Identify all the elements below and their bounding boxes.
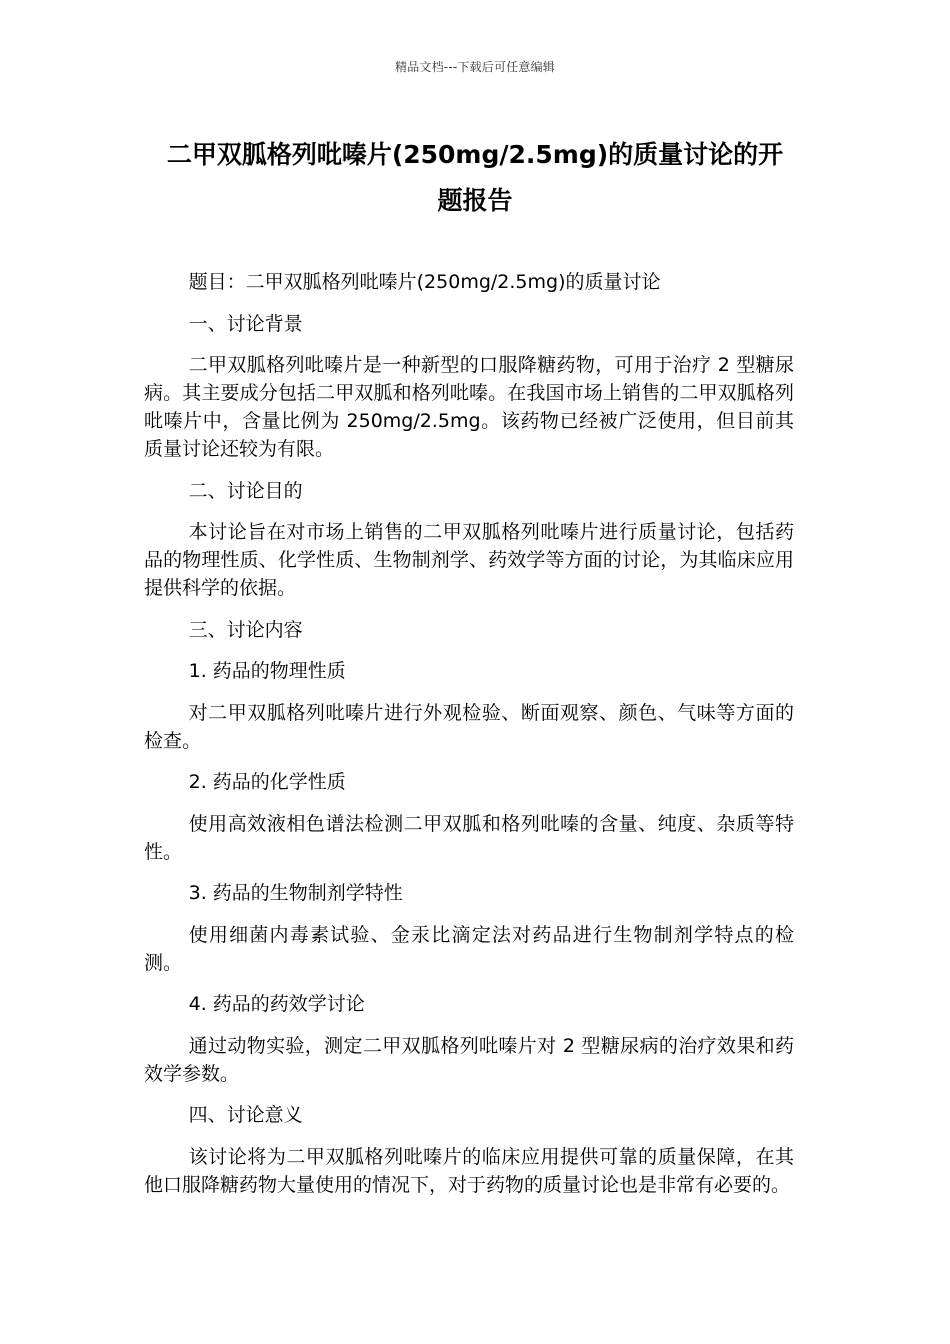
item-heading-biological: 3. 药品的生物制剂学特性 bbox=[188, 882, 403, 904]
item-text-pharmacodynamics: 通过动物实验，测定二甲双胍格列吡嗪片对 2 型糖尿病的治疗效果和药效学参数。 bbox=[144, 1034, 794, 1085]
item-heading-chemical: 2. 药品的化学性质 bbox=[188, 771, 346, 793]
item-heading-pharmacodynamics: 4. 药品的药效学讨论 bbox=[188, 993, 365, 1015]
header-note: 精品文档---下载后可任意编辑 bbox=[395, 60, 555, 74]
item-text-chemical: 使用高效液相色谱法检测二甲双胍和格列吡嗪的含量、纯度、杂质等特性。 bbox=[144, 812, 794, 863]
section-heading-background: 一、讨论背景 bbox=[188, 312, 303, 335]
title-line-1: 二甲双胍格列吡嗪片(250mg/2.5mg)的质量讨论的开 bbox=[166, 140, 784, 169]
item-text-biological: 使用细菌内毒素试验、金汞比滴定法对药品进行生物制剂学特点的检测。 bbox=[144, 923, 794, 974]
document-body bbox=[144, 268, 794, 1212]
document-title bbox=[130, 132, 820, 224]
section-heading-significance: 四、讨论意义 bbox=[188, 1104, 303, 1126]
section-text-background: 二甲双胍格列吡嗪片是一种新型的口服降糖药物，可用于治疗 2 型糖尿病。其主要成分包括二甲双胍和格列吡嗪。在我国市场上销售的二甲双胍格列吡嗪片中，含量比例为 250mg/2.5mg。该药物已经被广泛使用，但目前其质量讨论还较为有限。 bbox=[144, 354, 794, 460]
title-line-2: 题报告 bbox=[437, 186, 513, 215]
section-text-purpose: 本讨论旨在对市场上销售的二甲双胍格列吡嗪片进行质量讨论，包括药品的物理性质、化学性质、生物制剂学、药效学等方面的讨论，为其临床应用提供科学的依据。 bbox=[144, 521, 794, 599]
section-heading-content: 三、讨论内容 bbox=[188, 618, 303, 641]
section-text-significance: 该讨论将为二甲双胍格列吡嗪片的临床应用提供可靠的质量保障，在其他口服降糖药物大量使用的情况下，对于药物的质量讨论也是非常有必要的。 bbox=[144, 1145, 794, 1196]
subject-line: 题目：二甲双胍格列吡嗪片(250mg/2.5mg)的质量讨论 bbox=[188, 271, 661, 293]
section-heading-purpose: 二、讨论目的 bbox=[188, 479, 303, 502]
item-heading-physical: 1. 药品的物理性质 bbox=[188, 660, 346, 682]
item-text-physical: 对二甲双胍格列吡嗪片进行外观检验、断面观察、颜色、气味等方面的检查。 bbox=[144, 701, 794, 752]
